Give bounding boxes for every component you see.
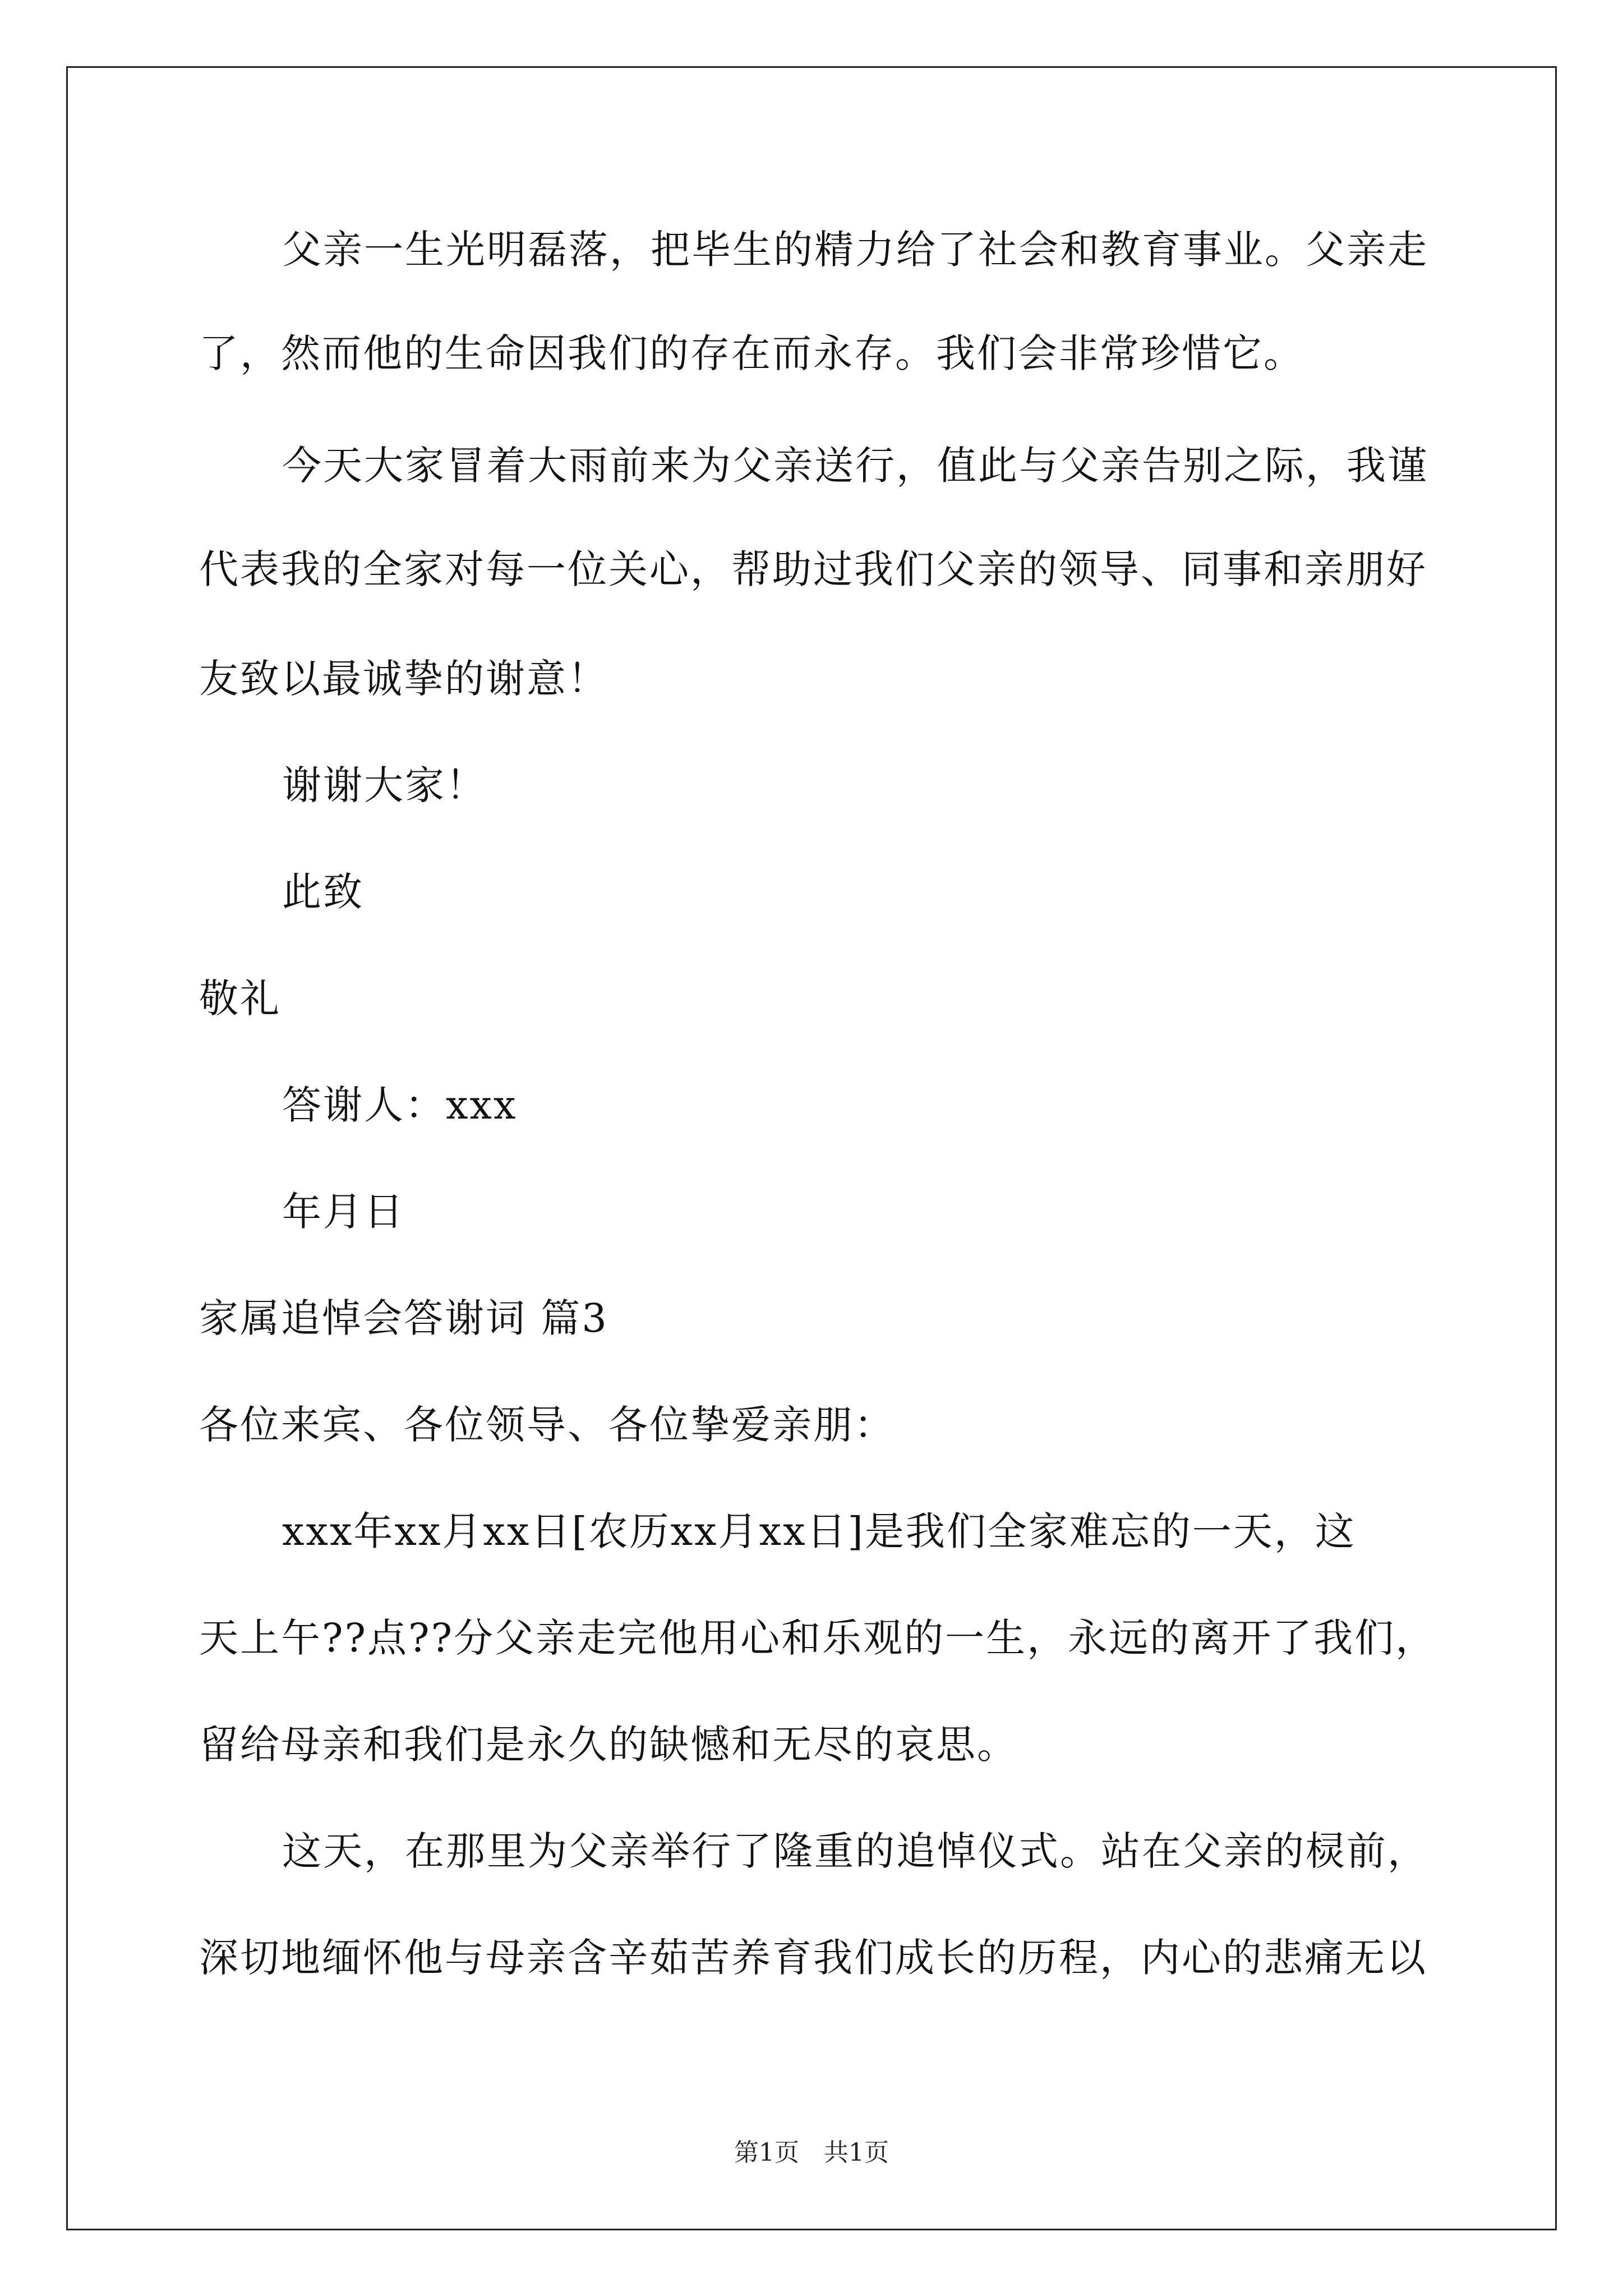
salutation-line: 各位来宾、各位领导、各位挚爱亲朋： bbox=[199, 1402, 895, 1448]
page-border bbox=[66, 66, 1557, 2230]
page-footer: 第1页 共1页 bbox=[734, 2138, 889, 2167]
paragraph-line: 了，然而他的生命因我们的存在而永存。我们会非常珍惜它。 bbox=[199, 330, 1304, 376]
paragraph-line: 天上午??点??分父亲走完他用心和乐观的一生，永远的离开了我们， bbox=[199, 1615, 1437, 1661]
paragraph-line: xxx年xx月xx日[农历xx月xx日]是我们全家难忘的一天，这 bbox=[282, 1508, 1356, 1554]
paragraph-line: 父亲一生光明磊落，把毕生的精力给了社会和教育事业。父亲走 bbox=[282, 227, 1428, 273]
paragraph-line: 深切地缅怀他与母亲含辛茹苦养育我们成长的历程，内心的悲痛无以 bbox=[199, 1935, 1427, 1981]
paragraph-line: 友致以最诚挚的谢意！ bbox=[199, 656, 608, 702]
paragraph-line: 谢谢大家！ bbox=[282, 762, 487, 808]
date-line: 年月日 bbox=[282, 1189, 405, 1235]
paragraph-line: 今天大家冒着大雨前来为父亲送行，值此与父亲告别之际，我谨 bbox=[282, 443, 1428, 489]
paragraph-line: 留给母亲和我们是永久的缺憾和无尽的哀思。 bbox=[199, 1722, 1018, 1768]
paragraph-line: 这天，在那里为父亲举行了隆重的追悼仪式。站在父亲的棂前， bbox=[282, 1828, 1428, 1874]
paragraph-line: 代表我的全家对每一位关心，帮助过我们父亲的领导、同事和亲朋好 bbox=[199, 546, 1427, 592]
closing-line: 敬礼 bbox=[199, 976, 281, 1022]
section-heading: 家属追悼会答谢词 篇3 bbox=[199, 1295, 608, 1341]
closing-line: 此致 bbox=[282, 869, 364, 915]
signature-line: 答谢人：xxx bbox=[282, 1082, 518, 1128]
